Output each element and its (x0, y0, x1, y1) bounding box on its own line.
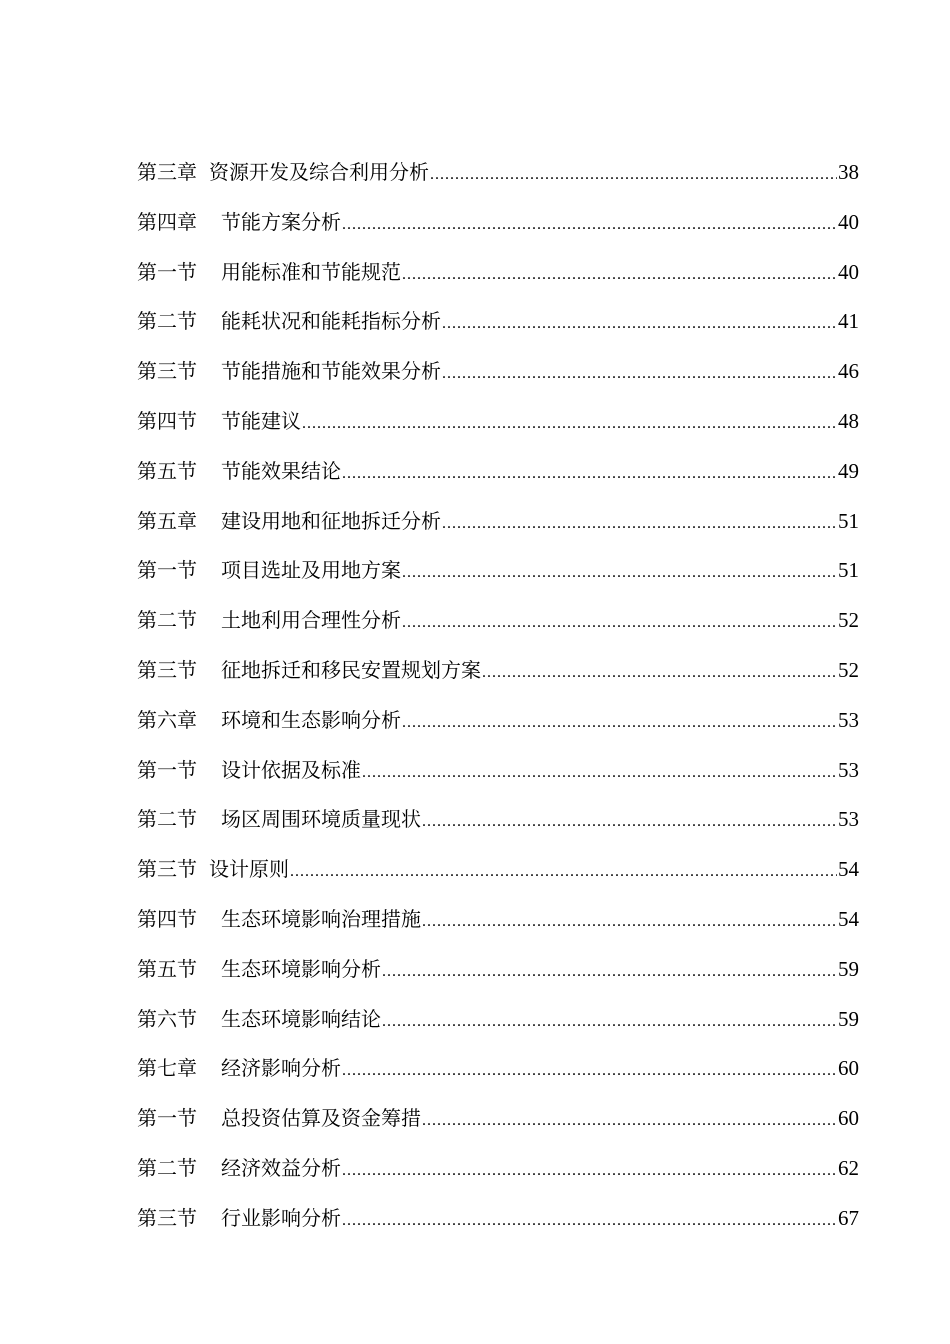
toc-entry-page-number: 38 (838, 160, 859, 184)
toc-entry-page-number: 59 (838, 1006, 859, 1031)
toc-entry-page-number: 41 (838, 309, 859, 334)
toc-entry[interactable] (137, 795, 859, 845)
toc-dot-leader (402, 698, 837, 748)
toc-entry[interactable] (137, 1044, 859, 1094)
toc-dot-leader (402, 250, 837, 300)
toc-entry-page-number: 49 (838, 458, 859, 483)
toc-entry-page-number: 52 (838, 657, 859, 682)
toc-entry-number: 第一节 (137, 1106, 197, 1131)
toc-entry-number: 第二节 (137, 1155, 197, 1180)
toc-entry-title: 经济效益分析 (221, 1155, 341, 1180)
toc-entry-number: 第四节 (137, 906, 197, 931)
toc-entry-title: 节能方案分析 (221, 209, 341, 234)
toc-dot-leader (382, 947, 837, 997)
toc-entry-title: 用能标准和节能规范 (221, 259, 401, 284)
toc-entry-page-number: 53 (838, 707, 859, 732)
toc-entry-page-number: 54 (838, 906, 859, 931)
toc-entry-page-number: 48 (838, 408, 859, 433)
toc-dot-leader (342, 200, 837, 250)
toc-entry-title: 生态环境影响分析 (221, 956, 381, 981)
toc-dot-leader (442, 349, 837, 399)
toc-entry[interactable] (137, 1194, 859, 1244)
toc-entry-number: 第七章 (137, 1056, 197, 1081)
toc-entry[interactable] (137, 895, 859, 945)
toc-entry-title: 生态环境影响结论 (221, 1006, 381, 1031)
toc-entry[interactable] (137, 248, 859, 298)
toc-entry[interactable] (137, 995, 859, 1045)
toc-entry-title: 项目选址及用地方案 (221, 558, 401, 583)
toc-entry-number: 第三章 (137, 160, 197, 184)
toc-entry[interactable] (137, 397, 859, 447)
toc-entry[interactable] (137, 297, 859, 347)
toc-entry-number: 第五节 (137, 458, 197, 483)
toc-dot-leader (382, 997, 837, 1047)
toc-entry-number: 第一节 (137, 558, 197, 583)
toc-entry-page-number: 60 (838, 1106, 859, 1131)
toc-dot-leader (422, 797, 837, 847)
toc-entry-number: 第二节 (137, 807, 197, 832)
toc-dot-leader (342, 1146, 837, 1196)
toc-entry-title: 场区周围环境质量现状 (221, 807, 421, 832)
toc-entry-title: 能耗状况和能耗指标分析 (221, 309, 441, 334)
toc-dot-leader (342, 1046, 837, 1096)
toc-entry-number: 第六章 (137, 707, 197, 732)
toc-dot-leader (362, 748, 837, 798)
toc-entry-title: 建设用地和征地拆迁分析 (221, 508, 441, 533)
toc-entry-title: 节能措施和节能效果分析 (221, 359, 441, 384)
toc-entry[interactable] (137, 447, 859, 497)
toc-entry-title: 设计原则 (209, 857, 289, 882)
toc-dot-leader (422, 897, 837, 947)
toc-dot-leader (290, 847, 837, 897)
toc-entry[interactable] (137, 746, 859, 796)
toc-entry-title: 总投资估算及资金筹措 (221, 1106, 421, 1131)
toc-entry-page-number: 40 (838, 209, 859, 234)
toc-entry-number: 第四章 (137, 209, 197, 234)
toc-entry-number: 第三节 (137, 1205, 197, 1230)
toc-entry[interactable] (137, 198, 859, 248)
toc-entry-title: 生态环境影响治理措施 (221, 906, 421, 931)
toc-entry[interactable] (137, 596, 859, 646)
toc-entry[interactable] (137, 696, 859, 746)
toc-entry[interactable] (137, 1144, 859, 1194)
toc-entry[interactable] (137, 497, 859, 547)
toc-entry-title: 经济影响分析 (221, 1056, 341, 1081)
toc-entry-number: 第一节 (137, 757, 197, 782)
toc-entry-page-number: 52 (838, 608, 859, 633)
toc-entry-number: 第三节 (137, 359, 197, 384)
toc-entry-page-number: 62 (838, 1155, 859, 1180)
toc-entry-title: 征地拆迁和移民安置规划方案 (221, 657, 481, 682)
toc-entry-page-number: 54 (838, 857, 859, 882)
toc-entry[interactable] (137, 945, 859, 995)
toc-entry-title: 节能效果结论 (221, 458, 341, 483)
toc-entry-page-number: 53 (838, 757, 859, 782)
toc-dot-leader (402, 598, 837, 648)
toc-dot-leader (430, 150, 837, 200)
toc-dot-leader (302, 399, 837, 449)
toc-entry-page-number: 53 (838, 807, 859, 832)
toc-entry[interactable] (137, 546, 859, 596)
toc-entry-number: 第六节 (137, 1006, 197, 1031)
toc-dot-leader (422, 1096, 837, 1146)
toc-entry[interactable] (137, 347, 859, 397)
toc-entry-page-number: 67 (838, 1205, 859, 1230)
toc-dot-leader (402, 548, 837, 598)
toc-entry[interactable] (137, 1094, 859, 1144)
toc-entry-page-number: 59 (838, 956, 859, 981)
toc-entry-number: 第五章 (137, 508, 197, 533)
toc-entry-page-number: 60 (838, 1056, 859, 1081)
toc-entry[interactable] (137, 845, 859, 895)
toc-dot-leader (342, 1196, 837, 1246)
toc-entry-title: 行业影响分析 (221, 1205, 341, 1230)
toc-entry-number: 第三节 (137, 857, 197, 882)
toc-entry-title: 土地利用合理性分析 (221, 608, 401, 633)
toc-entry[interactable] (137, 646, 859, 696)
toc-entry-page-number: 40 (838, 259, 859, 284)
toc-entry-number: 第二节 (137, 608, 197, 633)
toc-entry-number: 第五节 (137, 956, 197, 981)
toc-dot-leader (442, 499, 837, 549)
toc-dot-leader (342, 449, 837, 499)
toc-entry-page-number: 46 (838, 359, 859, 384)
toc-dot-leader (482, 648, 837, 698)
toc-entry-title: 资源开发及综合利用分析 (209, 160, 429, 184)
toc-entry-title: 环境和生态影响分析 (221, 707, 401, 732)
toc-entry-page-number: 51 (838, 558, 859, 583)
toc-entry-number: 第四节 (137, 408, 197, 433)
toc-entry-number: 第三节 (137, 657, 197, 682)
toc-entry-number: 第二节 (137, 309, 197, 334)
table-of-contents (137, 148, 859, 1244)
toc-entry-number: 第一节 (137, 259, 197, 284)
toc-entry-title: 节能建议 (221, 408, 301, 433)
toc-entry-title: 设计依据及标准 (221, 757, 361, 782)
toc-dot-leader (442, 299, 837, 349)
toc-entry-page-number: 51 (838, 508, 859, 533)
toc-entry[interactable] (137, 148, 859, 198)
